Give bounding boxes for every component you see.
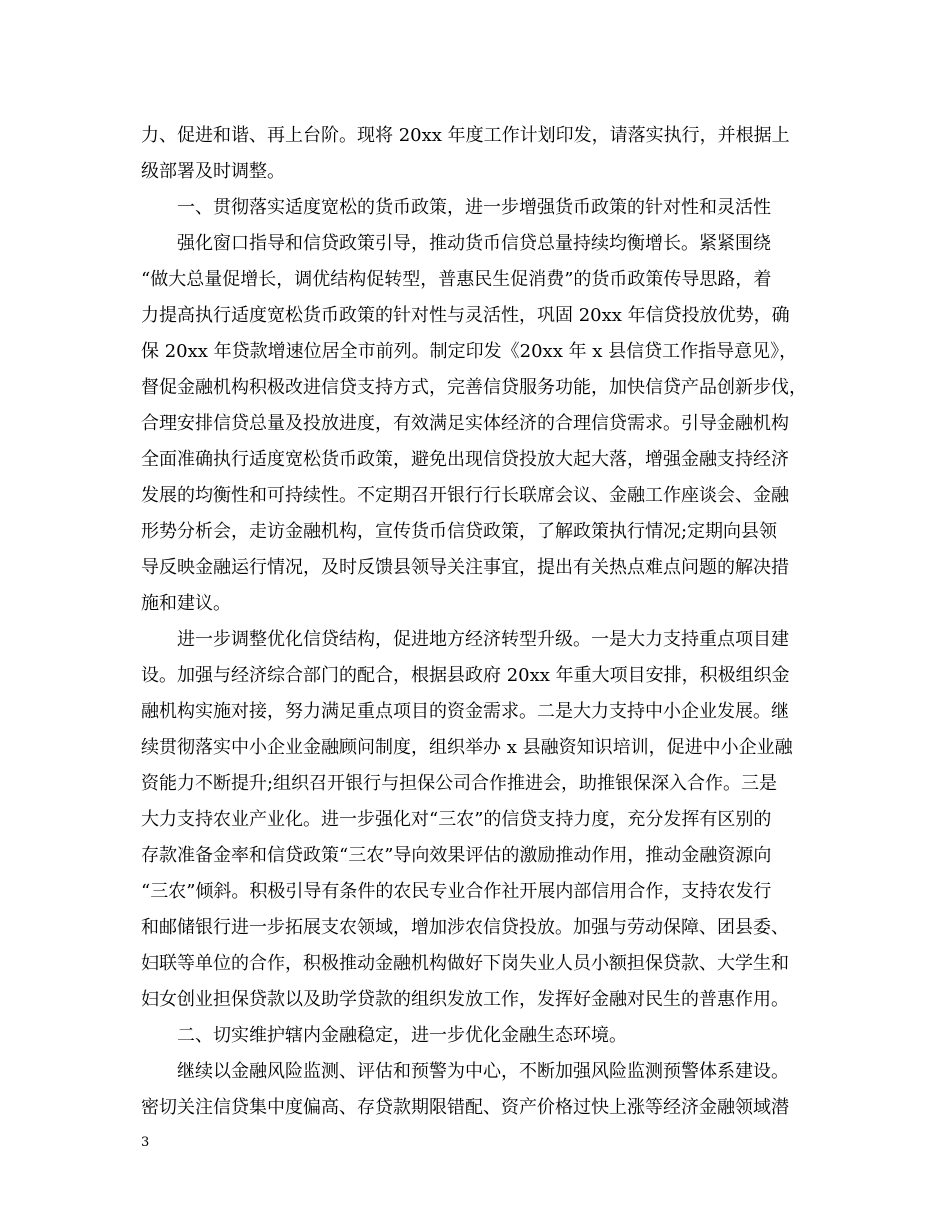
text-line: 设。加强与经济综合部门的配合，根据县政府 20xx 年重大项目安排，积极组织金 xyxy=(141,665,790,686)
text-line: “三农”倾斜。积极引导有条件的农民专业合作社开展内部信用合作，支持农发行 xyxy=(141,881,772,902)
text-line: 密切关注信贷集中度偏高、存贷款期限错配、资产价格过快上涨等经济金融领域潜 xyxy=(141,1097,789,1118)
text-line: 资能力不断提升;组织召开银行与担保公司合作推进会，助推银保深入合作。三是 xyxy=(141,773,778,794)
text-line: 融机构实施对接，努力满足重点项目的资金需求。二是大力支持中小企业发展。继 xyxy=(141,701,789,722)
text-line: 妇女创业担保贷款以及助学贷款的组织发放工作，发挥好金融对民生的普惠作用。 xyxy=(141,989,789,1010)
text-line: “做大总量促增长，调优结构促转型，普惠民生促消费”的货币政策传导思路，着 xyxy=(141,269,772,290)
text-line: 发展的均衡性和可持续性。不定期召开银行行长联席会议、金融工作座谈会、金融 xyxy=(141,485,789,506)
section-heading-2: 二、切实维护辖内金融稳定，进一步优化金融生态环境。 xyxy=(177,1025,627,1046)
text-line: 督促金融机构积极改进信贷支持方式，完善信贷服务功能，加快信贷产品创新步伐， xyxy=(141,377,807,398)
text-line: 级部署及时调整。 xyxy=(141,161,285,182)
page-number: 3 xyxy=(141,1135,150,1150)
text-line: 施和建议。 xyxy=(141,593,231,614)
text-line: 全面准确执行适度宽松货币政策，避免出现信贷投放大起大落，增强金融支持经济 xyxy=(141,449,789,470)
text-line: 力提高执行适度宽松货币政策的针对性与灵活性，巩固 20xx 年信贷投放优势，确 xyxy=(141,305,790,326)
text-line: 妇联等单位的合作，积极推动金融机构做好下岗失业人员小额担保贷款、大学生和 xyxy=(141,953,789,974)
text-line: 强化窗口指导和信贷政策引导，推动货币信贷总量持续均衡增长。紧紧围绕 xyxy=(177,233,771,254)
text-line: 合理安排信贷总量及投放进度，有效满足实体经济的合理信贷需求。引导金融机构 xyxy=(141,413,789,434)
text-line: 进一步调整优化信贷结构，促进地方经济转型升级。一是大力支持重点项目建 xyxy=(177,629,789,650)
section-heading-1: 一、贯彻落实适度宽松的货币政策，进一步增强货币政策的针对性和灵活性 xyxy=(177,197,771,218)
text-line: 保 20xx 年贷款增速位居全市前列。制定印发《20xx 年 x 县信贷工作指导意见》， xyxy=(141,341,798,362)
text-line: 形势分析会，走访金融机构，宣传货币信贷政策，了解政策执行情况;定期向县领 xyxy=(141,521,778,542)
text-line: 大力支持农业产业化。进一步强化对“三农”的信贷支持力度，充分发挥有区别的 xyxy=(141,809,772,830)
text-line: 存款准备金率和信贷政策“三农”导向效果评估的激励推动作用，推动金融资源向 xyxy=(141,845,772,866)
text-line: 继续以金融风险监测、评估和预警为中心，不断加强风险监测预警体系建设。 xyxy=(177,1061,789,1082)
text-line: 和邮储银行进一步拓展支农领域，增加涉农信贷投放。加强与劳动保障、团县委、 xyxy=(141,917,789,938)
text-line: 导反映金融运行情况，及时反馈县领导关注事宜，提出有关热点难点问题的解决措 xyxy=(141,557,789,578)
text-line: 力、促进和谐、再上台阶。现将 20xx 年度工作计划印发，请落实执行，并根据上 xyxy=(141,125,790,146)
text-line: 续贯彻落实中小企业金融顾问制度，组织举办 x 县融资知识培训，促进中小企业融 xyxy=(141,737,793,758)
